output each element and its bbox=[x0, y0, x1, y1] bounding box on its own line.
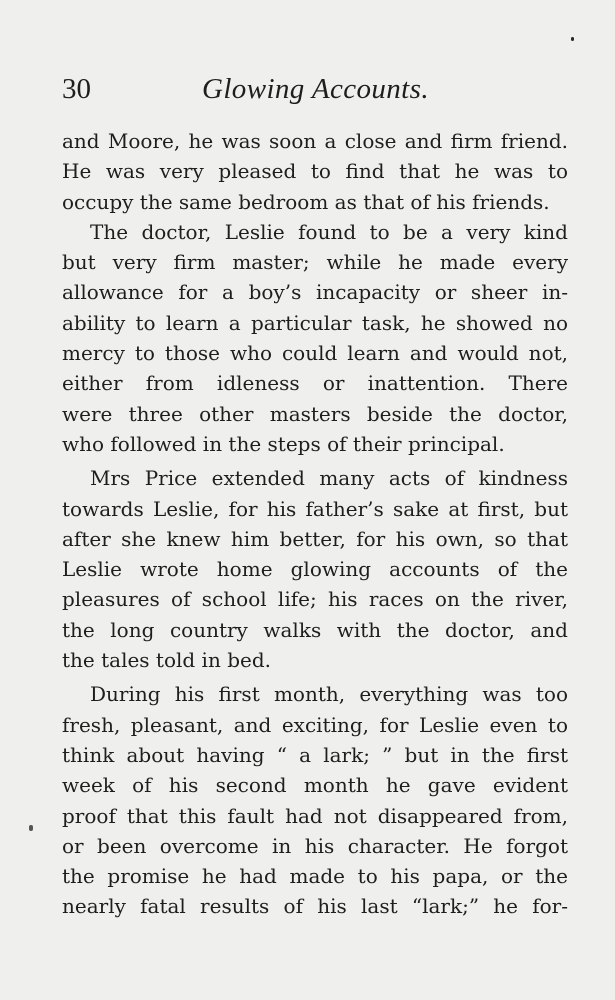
text-line: pleasures of school life; his races on the river, bbox=[62, 587, 568, 612]
page-number: 30 bbox=[62, 73, 91, 105]
running-title: Glowing Accounts. bbox=[202, 73, 429, 105]
text-line: During his first month, everything was too bbox=[90, 682, 568, 707]
text-line: proof that this fault had not disappeared from, bbox=[62, 803, 568, 828]
text-line: the long country walks with the doctor, and bbox=[62, 617, 568, 642]
text-line: Leslie wrote home glowing accounts of the bbox=[62, 557, 568, 582]
paper-speck bbox=[571, 37, 574, 41]
text-line: occupy the same bedroom as that of his friends. bbox=[62, 189, 550, 214]
text-line: after she knew him better, for his own, so that bbox=[62, 526, 568, 551]
text-line: nearly fatal results of his last “lark;” he for- bbox=[62, 894, 568, 919]
text-line: and Moore, he was soon a close and firm friend. bbox=[62, 129, 568, 153]
text-line: mercy to those who could learn and would not, bbox=[62, 341, 568, 366]
text-line: the promise he had made to his papa, or the bbox=[62, 864, 568, 889]
text-line: who followed in the steps of their principal. bbox=[62, 431, 505, 456]
text-line: towards Leslie, for his father’s sake at first, but bbox=[62, 496, 568, 521]
text-line: think about having “ a lark; ” but in the first bbox=[62, 742, 568, 767]
text-line: week of his second month he gave evident bbox=[62, 773, 568, 798]
text-line: He was very pleased to find that he was to bbox=[62, 159, 568, 184]
page-header bbox=[62, 69, 532, 109]
text-line: were three other masters beside the doctor, bbox=[62, 401, 568, 426]
text-line: ability to learn a particular task, he showed no bbox=[62, 310, 568, 335]
text-line: either from idleness or inattention. There bbox=[62, 371, 568, 396]
text-line: Mrs Price extended many acts of kindness bbox=[90, 466, 568, 491]
text-line: or been overcome in his character. He forgot bbox=[62, 833, 568, 858]
paper-speck bbox=[29, 825, 33, 831]
text-line: the tales told in bed. bbox=[62, 648, 271, 673]
text-line: but very firm master; while he made every bbox=[62, 250, 568, 275]
text-line: allowance for a boy’s incapacity or sheer in- bbox=[62, 280, 568, 305]
text-line: fresh, pleasant, and exciting, for Leslie even to bbox=[62, 712, 568, 737]
text-line: The doctor, Leslie found to be a very kind bbox=[90, 219, 568, 244]
body-text bbox=[62, 126, 568, 922]
